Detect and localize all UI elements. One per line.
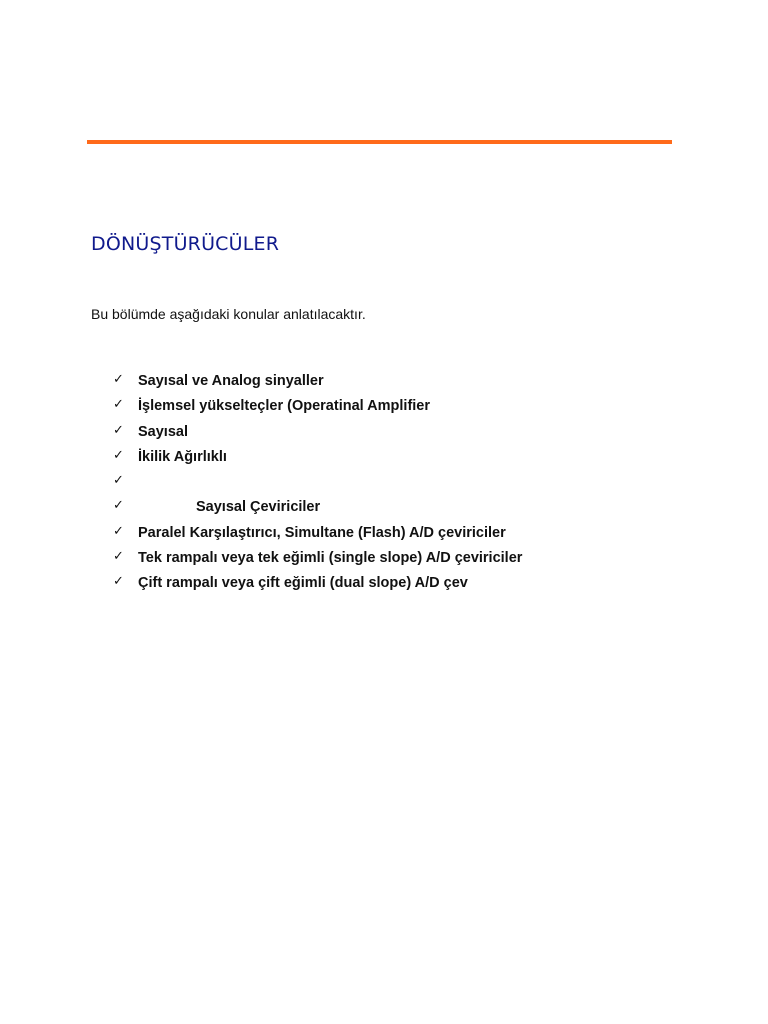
topic-label: İşlemsel yükselteçler (Operatinal Amplifier — [138, 398, 431, 415]
topic-label: Sayısal — [138, 423, 188, 440]
topic-label: Çift rampalı veya çift eğimli (dual slope) A/D çev — [138, 575, 468, 592]
topic-label: Tek rampalı veya tek eğimli (single slope) A/D çeviriciler — [138, 550, 523, 567]
checkmark-icon: ✓ — [113, 422, 124, 438]
checkmark-icon: ✓ — [113, 447, 124, 463]
topic-label: Paralel Karşılaştırıcı, Simultane (Flash) A/D çeviriciler — [138, 524, 506, 541]
checkmark-icon: ✓ — [113, 498, 124, 514]
section-heading: DÖNÜŞTÜRÜCÜLER — [91, 233, 280, 255]
checkmark-icon: ✓ — [113, 473, 124, 489]
checkmark-icon: ✓ — [113, 523, 124, 539]
topic-label: Sayısal Çeviriciler — [196, 499, 321, 516]
topic-label: İkilik Ağırlıklı — [138, 448, 227, 465]
checkmark-icon: ✓ — [113, 397, 124, 413]
checkmark-icon: ✓ — [113, 574, 124, 590]
checkmark-icon: ✓ — [113, 549, 124, 565]
checkmark-icon: ✓ — [113, 372, 124, 387]
intro-text: Bu bölümde aşağıdaki konular anlatılacaktır. — [91, 306, 366, 322]
topic-label: Sayısal ve Analog sinyaller — [138, 373, 324, 389]
orange-divider — [87, 140, 672, 144]
